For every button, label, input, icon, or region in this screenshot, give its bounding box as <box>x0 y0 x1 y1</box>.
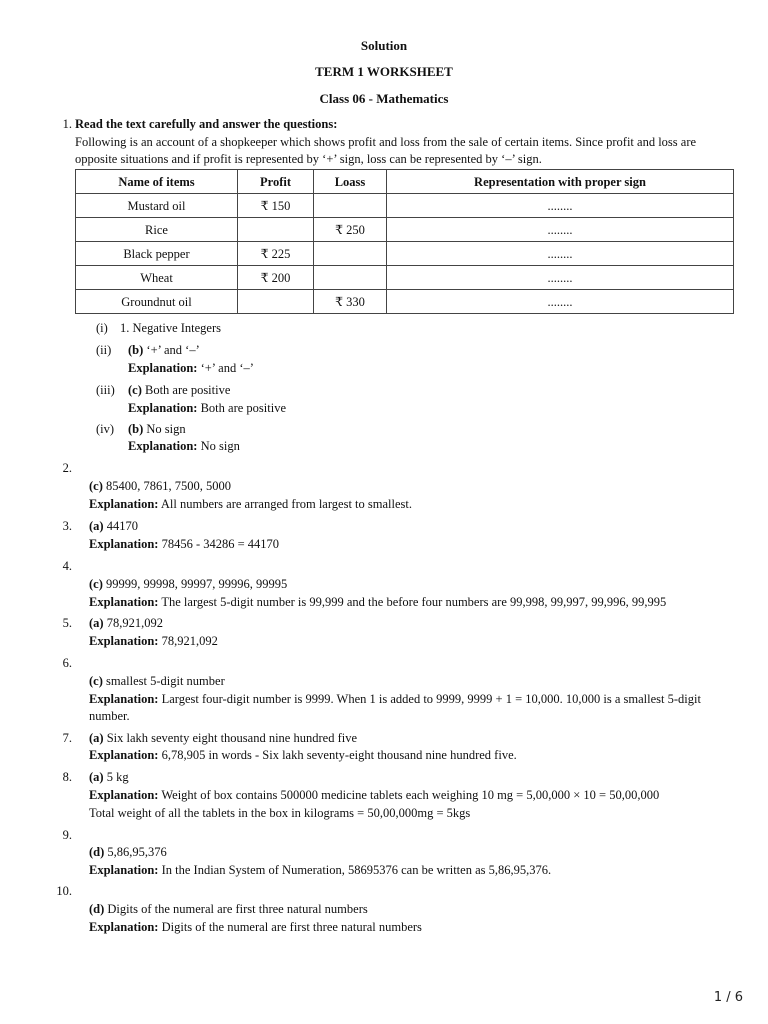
explanation-label: Explanation: <box>89 595 159 609</box>
table-cell <box>238 218 314 242</box>
table-header-row <box>76 170 734 194</box>
question-heading: Read the text carefully and answer the questions: <box>75 117 338 131</box>
table-cell: Black pepper <box>76 242 238 266</box>
table-row <box>76 194 734 218</box>
table-cell: ........ <box>387 242 734 266</box>
table-cell: ₹ 225 <box>238 242 314 266</box>
column-header: Name of items <box>76 170 238 194</box>
sub-question-answer: 1. Negative Integers <box>120 321 222 335</box>
sub-question-number: (ii) <box>96 343 112 357</box>
explanation-label: Explanation: <box>89 863 159 877</box>
sub-question-number: (i) <box>96 321 108 335</box>
explanation-text: Largest four-digit number is 9999. When 1 is added to 9999, 9999 + 1 = 10,000. 10,000 is a smallest 5-digit <box>158 692 701 706</box>
sub-question-number: (iv) <box>96 422 115 436</box>
answer-option: (c) <box>89 479 103 493</box>
sub-question-number: (iii) <box>96 383 115 397</box>
explanation-label: Explanation: <box>89 497 159 511</box>
explanation-label: Explanation: <box>128 361 198 375</box>
answer-option: (c) <box>89 674 103 688</box>
column-header: Loass <box>314 170 387 194</box>
explanation-text: 78,921,092 <box>158 634 218 648</box>
answer-option: (c) <box>89 577 103 591</box>
explanation-text: In the Indian System of Numeration, 58695376 can be written as 5,86,95,376. <box>158 863 552 877</box>
explanation-text: No sign <box>197 439 240 453</box>
answer-text: smallest 5-digit number <box>102 674 225 688</box>
question-number: 3. <box>62 519 72 533</box>
table-cell: Rice <box>76 218 238 242</box>
answer-text: 5,86,95,376 <box>104 845 167 859</box>
answer-option: (a) <box>89 519 104 533</box>
explanation-text: Weight of box contains 500000 medicine tablets each weighing 10 mg = 5,00,000 × 10 = 50,00,000 <box>158 788 660 802</box>
explanation-label: Explanation: <box>89 692 159 706</box>
explanation-label: Explanation: <box>89 537 159 551</box>
table-row <box>76 290 734 314</box>
sub-question-answer: ‘+’ and ‘–’ <box>143 343 200 357</box>
explanation-text-continued: Total weight of all the tablets in the box in kilograms = 50,00,000mg = 5kgs <box>89 806 471 820</box>
answer-text: 5 kg <box>103 770 129 784</box>
explanation-label: Explanation: <box>89 748 159 762</box>
answer-text: Six lakh seventy eight thousand nine hundred five <box>103 731 358 745</box>
explanation-text: All numbers are arranged from largest to smallest. <box>158 497 412 511</box>
worksheet-title: TERM 1 WORKSHEET <box>315 64 453 79</box>
answer-option: (a) <box>89 731 104 745</box>
answer-option: (a) <box>89 770 104 784</box>
explanation-text: 6,78,905 in words - Six lakh seventy-eight thousand nine hundred five. <box>158 748 517 762</box>
question-number: 2. <box>62 461 72 475</box>
answer-option: (b) <box>128 343 144 357</box>
table-cell <box>238 290 314 314</box>
explanation-text: The largest 5-digit number is 99,999 and the before four numbers are 99,998, 99,997, 99,996, 99,995 <box>158 595 667 609</box>
table-cell: Groundnut oil <box>76 290 238 314</box>
question-number: 10. <box>56 884 72 898</box>
answer-text: Digits of the numeral are first three natural numbers <box>104 902 368 916</box>
answer-text: 99999, 99998, 99997, 99996, 99995 <box>102 577 288 591</box>
answer-text: 78,921,092 <box>103 616 163 630</box>
table-cell: ₹ 330 <box>314 290 387 314</box>
table-cell <box>314 242 387 266</box>
answer-text: 85400, 7861, 7500, 5000 <box>102 479 231 493</box>
explanation-label: Explanation: <box>89 920 159 934</box>
profit-loss-table <box>75 169 734 314</box>
explanation-text: 78456 - 34286 = 44170 <box>158 537 280 551</box>
question-number: 7. <box>62 731 72 745</box>
table-cell: ₹ 250 <box>314 218 387 242</box>
table-cell: ........ <box>387 266 734 290</box>
question-number: 4. <box>62 559 72 573</box>
table-cell: ........ <box>387 290 734 314</box>
question-number: 1. <box>62 117 72 131</box>
sub-question-answer: Both are positive <box>141 383 231 397</box>
answer-option: (c) <box>128 383 142 397</box>
question-number: 5. <box>62 616 72 630</box>
explanation-label: Explanation: <box>128 439 198 453</box>
explanation-label: Explanation: <box>89 788 159 802</box>
table-row <box>76 242 734 266</box>
column-header: Profit <box>238 170 314 194</box>
answer-option: (a) <box>89 616 104 630</box>
document-title: Solution <box>360 38 408 53</box>
sub-question-answer: No sign <box>143 422 186 436</box>
explanation-label: Explanation: <box>128 401 198 415</box>
answer-text: 44170 <box>103 519 138 533</box>
column-header: Representation with proper sign <box>387 170 734 194</box>
table-cell: ₹ 150 <box>238 194 314 218</box>
table-cell: ........ <box>387 218 734 242</box>
question-number: 8. <box>62 770 72 784</box>
table-cell: Mustard oil <box>76 194 238 218</box>
table-cell: Wheat <box>76 266 238 290</box>
table-cell: ........ <box>387 194 734 218</box>
question-number: 6. <box>62 656 72 670</box>
table-cell: ₹ 200 <box>238 266 314 290</box>
page-indicator: 1 / 6 <box>713 990 743 1005</box>
table-row <box>76 218 734 242</box>
answer-option: (d) <box>89 845 105 859</box>
explanation-text-continued: number. <box>89 709 130 723</box>
explanation-text: ‘+’ and ‘–’ <box>197 361 254 375</box>
table-cell <box>314 194 387 218</box>
answer-option: (b) <box>128 422 144 436</box>
question-number: 9. <box>62 828 72 842</box>
explanation-text: Digits of the numeral are first three natural numbers <box>158 920 422 934</box>
class-subject-title: Class 06 - Mathematics <box>319 91 449 106</box>
explanation-text: Both are positive <box>197 401 286 415</box>
question-intro-line-1: Following is an account of a shopkeeper which shows profit and loss from the sale of certain items. Since profit and loss are <box>75 135 697 149</box>
table-cell <box>314 266 387 290</box>
explanation-label: Explanation: <box>89 634 159 648</box>
question-intro-line-2: opposite situations and if profit is represented by ‘+’ sign, loss can be represented by ‘–’ sign. <box>75 152 542 166</box>
table-row <box>76 266 734 290</box>
answer-option: (d) <box>89 902 105 916</box>
